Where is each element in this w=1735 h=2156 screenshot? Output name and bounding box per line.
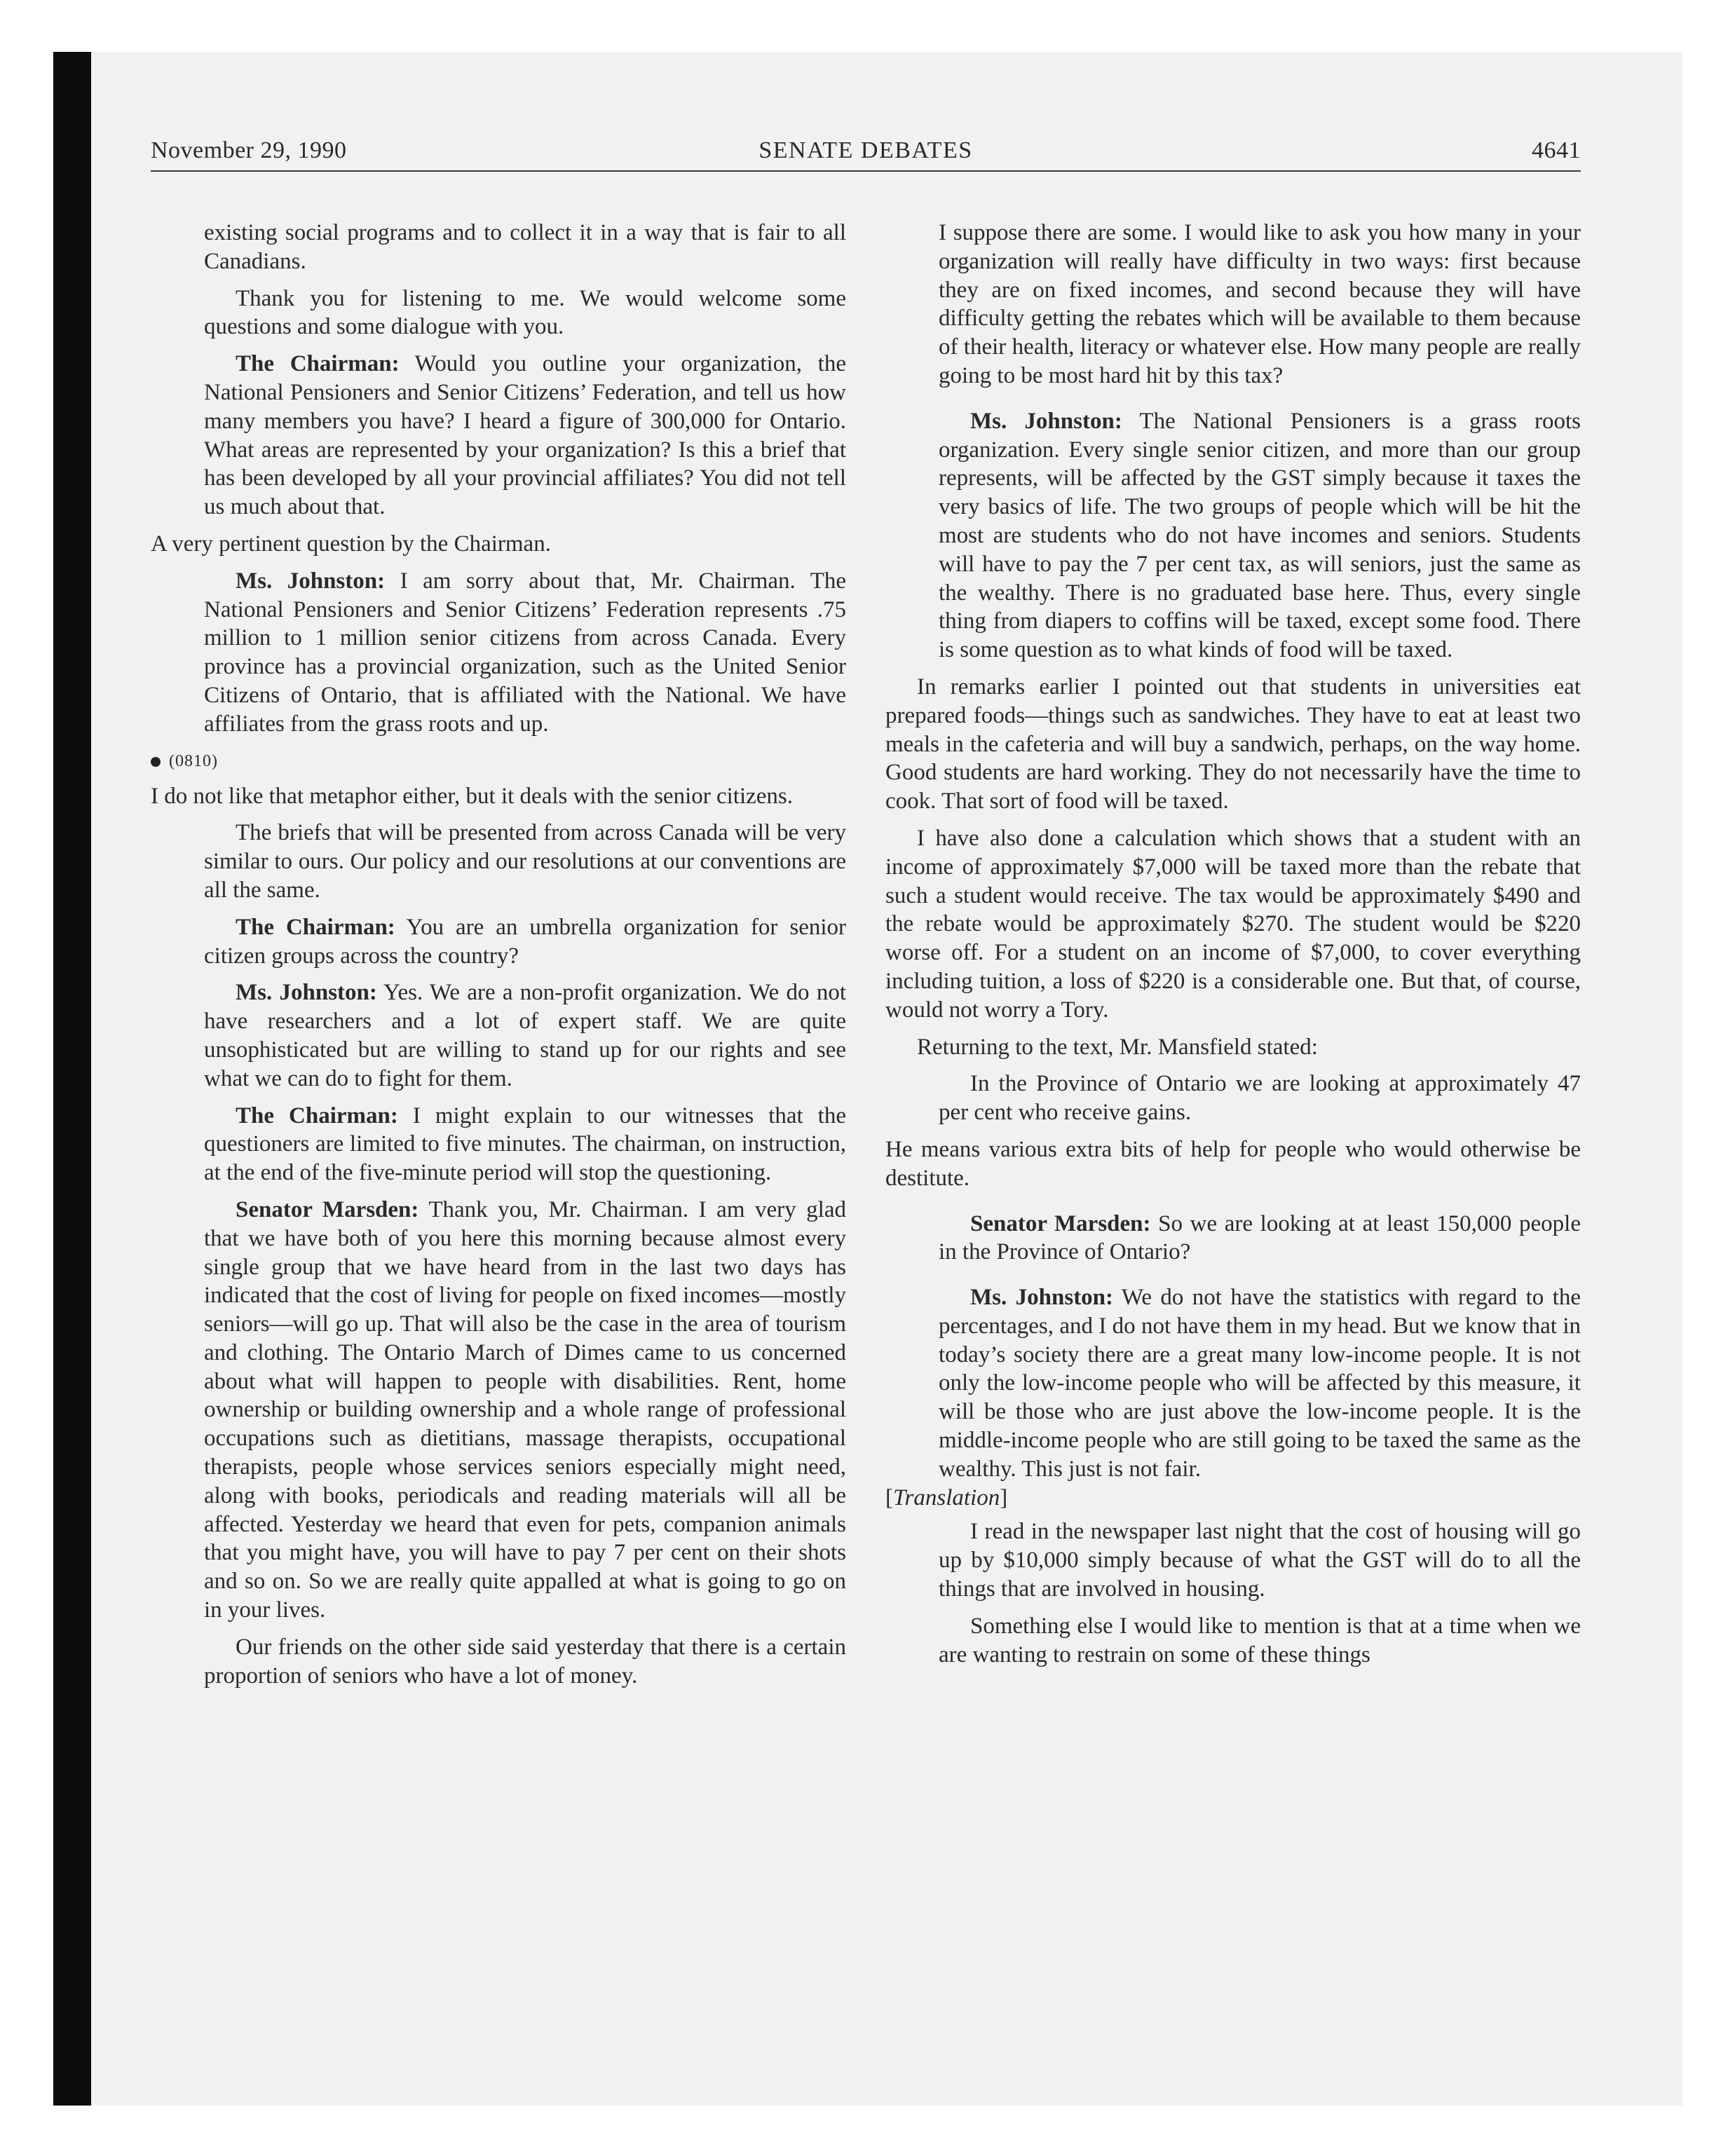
header-date: November 29, 1990 <box>151 137 347 163</box>
speech-text: We do not have the statistics with regard to the percentages, and I do not have them in my head. But we know that in today’s society there are a great many low-income people. It is not only the low-income people who will be affected by this measure, it will be those who are just above the low-income people. It is the middle-income people who are still going to be taxed the same as the wealthy. This just is not fair. <box>939 1285 1581 1482</box>
speech <box>151 913 846 971</box>
speech-text: I might explain to our witnesses that the questioners are limited to five minutes. The chairman, on instruction, at the end of the five-minute period will stop the questioning. <box>204 1103 847 1186</box>
speaker-name: Ms. Johnston: <box>236 568 386 594</box>
paragraph <box>885 824 1581 1025</box>
paragraph-text: The briefs that will be presented from across Canada will be very similar to ours. Our policy and our resolutions at our conventions are all the same. <box>204 820 846 903</box>
speaker-name: Ms. Johnston: <box>970 408 1122 434</box>
speech-text: I am sorry about that, Mr. Chairman. The National Pensioners and Senior Citizens’ Federation represents .75 million to 1 million senior citizens from across Canada. Every province has a provincial organization, such as the United Senior Citizens of Ontario, that is affiliated with the National. We have affiliates from the grass roots and up. <box>204 568 846 737</box>
paragraph <box>151 285 846 342</box>
paragraph <box>885 1517 1581 1603</box>
speech <box>885 1210 1581 1267</box>
speech <box>885 407 1581 664</box>
speech <box>151 1196 846 1625</box>
paragraph-text: He means various extra bits of help for people who would otherwise be destitute. <box>885 1136 1581 1191</box>
page-number: 4641 <box>1532 137 1581 163</box>
speech <box>151 1102 846 1187</box>
paragraph <box>885 1612 1581 1670</box>
paragraph-text: Our friends on the other side said yesterday that there is a certain proportion of seniors who have a lot of money. <box>204 1634 846 1688</box>
quote-text: In the Province of Ontario we are looking at approximately 47 per cent who receive gains. <box>939 1071 1581 1126</box>
left-column <box>151 219 846 1698</box>
speaker-name: The Chairman: <box>236 914 395 940</box>
header-title: SENATE DEBATES <box>758 137 973 163</box>
paragraph-text: I suppose there are some. I would like to ask you how many in your organization will really have difficulty in two ways: first because they are on fixed incomes, and second because they will have difficulty getting the rebates which will be available to them because of their health, literacy or whatever else. How many people are really going to be most hard hit by this tax? <box>939 220 1581 388</box>
speech-text: Thank you, Mr. Chairman. I am very glad that we have both of you here this morning because almost every single group that we have heard from in the last two days has indicated that the cost of living for people on fixed incomes—mostly seniors—will go up. That will also be the case in the area of tourism and clothing. The Ontario March of Dimes came to us concerned about what will happen to people with disabilities. Rent, home ownership or building ownership and a whole range of professional occupations such as dietitians, massage therapists, occupational therapists, people whose services seniors especially might need, along with books, periodicals and reading materials will all be affected. Yesterday we heard that even for pets, companion animals that you might have, you will have to pay 7 per cent on their shots and so on. So we are really quite appalled at what is going to go on in your lives. <box>204 1196 846 1623</box>
paragraph-text: Thank you for listening to me. We would welcome some questions and some dialogue with you. <box>204 285 846 340</box>
header-rule <box>151 170 1581 172</box>
speech <box>151 978 846 1093</box>
translation-marker: [Translation] <box>885 1485 1008 1510</box>
right-column <box>885 219 1581 1677</box>
speech-text: The National Pensioners is a grass roots organization. Every single senior citizen, and more than our group represents, will be affected by the GST simply because it taxes the very basics of life. The two groups of people which will be hit the most are students who do not have incomes and seniors. Students will have to pay the 7 per cent tax, as will seniors, just the same as the wealthy. There is no graduated base here. Thus, every single thing from diapers to coffins will be taxed, except some food. There is some question as to what kinds of food will be taxed. <box>939 408 1581 663</box>
speaker-name: The Chairman: <box>236 1103 398 1128</box>
bullet-icon <box>151 757 161 767</box>
paragraph <box>885 219 1581 390</box>
speech <box>151 350 846 521</box>
paragraph <box>885 1135 1581 1193</box>
paragraph <box>151 530 846 559</box>
speaker-name: The Chairman: <box>236 351 400 377</box>
speaker-name: Senator Marsden: <box>236 1196 419 1222</box>
paragraph-text: A very pertinent question by the Chairman. <box>151 531 551 557</box>
speech-text: So we are looking at at least 150,000 people in the Province of Ontario? <box>939 1210 1581 1265</box>
speaker-name: Senator Marsden: <box>970 1210 1151 1236</box>
paragraph-text: Returning to the text, Mr. Mansfield stated: <box>917 1034 1318 1060</box>
speaker-name: Ms. Johnston: <box>970 1285 1114 1311</box>
speech <box>885 1283 1581 1484</box>
speech <box>151 567 846 739</box>
speaker-name: Ms. Johnston: <box>236 980 377 1006</box>
paragraph-text: existing social programs and to collect it in a way that is fair to all Canadians. <box>204 220 846 274</box>
paragraph <box>151 782 846 811</box>
paragraph <box>151 1633 846 1691</box>
translation-label: Translation <box>893 1485 1000 1510</box>
time-marker <box>151 747 846 775</box>
speech-text: Would you outline your organization, the National Pensioners and Senior Citizens’ Federation, and tell us how many members you have? I heard a figure of 300,000 for Ontario. What areas are represented by your organization? Is this a brief that has been developed by all your provincial affiliates? You did not tell us much about that. <box>204 351 846 520</box>
running-head <box>151 137 1581 171</box>
paragraph <box>151 819 846 904</box>
paragraph <box>885 1033 1581 1062</box>
paragraph-text: In remarks earlier I pointed out that students in universities eat prepared foods—things such as sandwiches. They have to eat at least two meals in the cafeteria and will buy a sandwich, perhaps, on the way home. Good students are hard working. They do not necessarily have the time to cook. That sort of food will be taxed. <box>885 674 1581 814</box>
paragraph-text: I have also done a calculation which shows that a student with an income of approximately $7,000 will be taxed more than the rebate that such a student would receive. The tax would be approximately $490 and the rebate would be approximately $270. The student would be $220 worse off. For a student on an income of $7,000, to cover everything including tuition, a loss of $220 is a considerable one. But that, of course, would not worry a Tory. <box>885 825 1581 1023</box>
time-marker-text: (0810) <box>169 751 218 770</box>
speech-text: Yes. We are a non-profit organization. We do not have researchers and a lot of expert staff. We are quite unsophisticated but are willing to stand up for our rights and see what we can do to fight for them. <box>204 980 846 1091</box>
speech-text: You are an umbrella organization for senior citizen groups across the country? <box>204 914 846 969</box>
paragraph-text: Something else I would like to mention is that at a time when we are wanting to restrain on some of these things <box>939 1613 1581 1667</box>
paragraph-text: I read in the newspaper last night that the cost of housing will go up by $10,000 simply because of what the GST will do to all the things that are involved in housing. <box>939 1519 1581 1602</box>
block-quote <box>885 1070 1581 1127</box>
paragraph <box>885 673 1581 816</box>
paragraph <box>151 219 846 276</box>
paragraph-text: I do not like that metaphor either, but it deals with the senior citizens. <box>151 783 794 809</box>
binding-edge <box>53 52 91 2106</box>
